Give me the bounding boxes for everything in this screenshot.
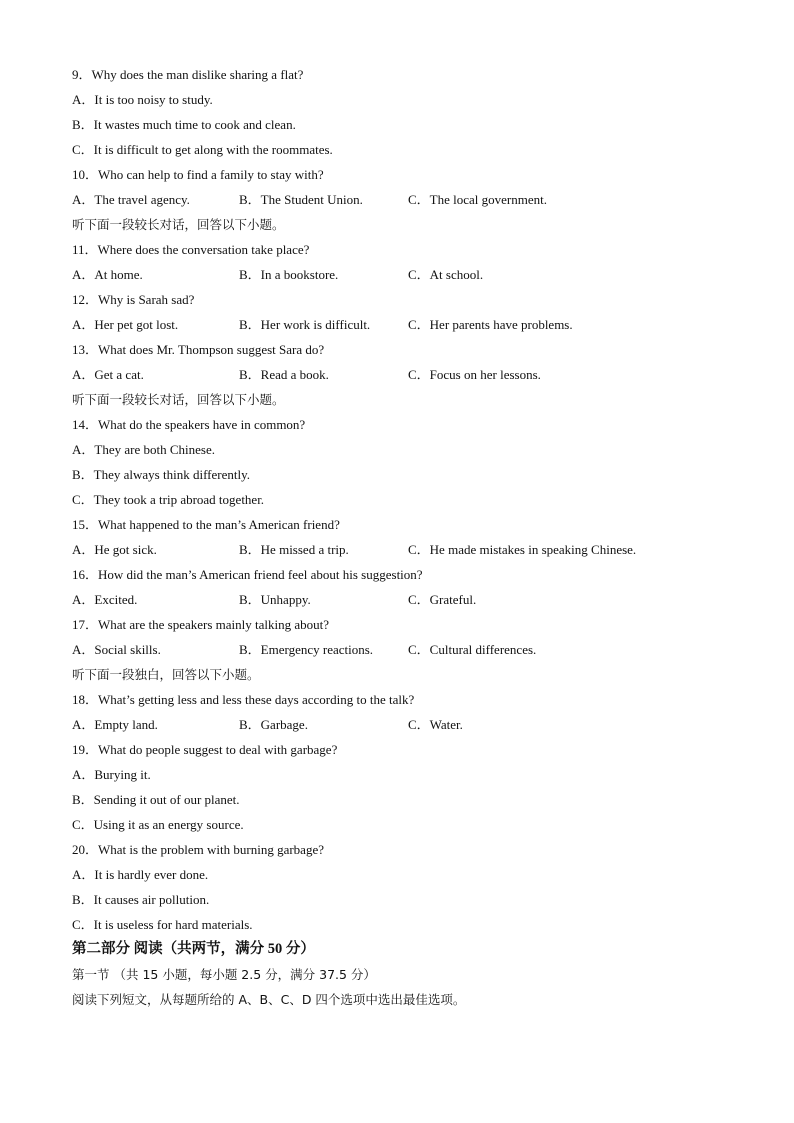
question-stem: 15．What happened to the man’s American friend? [72, 517, 340, 532]
question-list [72, 62, 732, 937]
answer-option-b: B．It causes air pollution. [72, 892, 210, 907]
question-stem: 14．What do the speakers have in common? [72, 417, 306, 432]
question-stem: 11．Where does the conversation take place? [72, 242, 310, 257]
answer-option-b: B．It wastes much time to cook and clean. [72, 117, 296, 132]
answer-option-c: C．Using it as an energy source. [72, 817, 244, 832]
option-row [72, 262, 732, 287]
answer-option-b: B．Her work is difficult. [239, 317, 371, 332]
question-stem: 19．What do people suggest to deal with garbage? [72, 742, 338, 757]
answer-option-c: C．At school. [408, 267, 484, 282]
answer-option-a: A．Social skills. [72, 642, 161, 657]
section-note: 第一节 （共 15 小题，每小题 2.5 分，满分 37.5 分） [72, 967, 376, 982]
answer-option-b: B．The Student Union. [239, 192, 363, 207]
answer-option-c: C．They took a trip abroad together. [72, 492, 265, 507]
answer-option-a: A．Excited. [72, 592, 138, 607]
exam-page [72, 62, 732, 1012]
answer-option-a: A．At home. [72, 267, 143, 282]
part-heading: 第二部分 阅读（共两节，满分 50 分） [72, 941, 315, 957]
answer-option-c: C．Her parents have problems. [408, 317, 573, 332]
answer-option-a: A．They are both Chinese. [72, 442, 215, 457]
listening-instruction: 听下面一段较长对话，回答以下小题。 [72, 392, 285, 407]
answer-option-a: A．Empty land. [72, 717, 158, 732]
option-row [72, 312, 732, 337]
answer-option-a: A．He got sick. [72, 542, 157, 557]
answer-option-a: A．Burying it. [72, 767, 151, 782]
answer-option-c: C．It is useless for hard materials. [72, 917, 253, 932]
answer-option-c: C．Water. [408, 717, 463, 732]
question-stem: 18．What’s getting less and less these days according to the talk? [72, 692, 415, 707]
answer-option-c: C．Focus on her lessons. [408, 367, 541, 382]
answer-option-b: B．Emergency reactions. [239, 642, 374, 657]
option-row [72, 537, 732, 562]
answer-option-b: B．Garbage. [239, 717, 308, 732]
option-row [72, 712, 732, 737]
answer-option-a: A．It is too noisy to study. [72, 92, 213, 107]
answer-option-b: B．In a bookstore. [239, 267, 339, 282]
option-row [72, 187, 732, 212]
option-row [72, 362, 732, 387]
answer-option-c: C．He made mistakes in speaking Chinese. [408, 542, 637, 557]
answer-option-b: B．Sending it out of our planet. [72, 792, 240, 807]
question-stem: 16．How did the man’s American friend feel about his suggestion? [72, 567, 423, 582]
answer-option-a: A．The travel agency. [72, 192, 190, 207]
listening-instruction: 听下面一段独白，回答以下小题。 [72, 667, 260, 682]
question-stem: 10．Who can help to find a family to stay with? [72, 167, 324, 182]
reading-instruction: 阅读下列短文，从每题所给的 A、B、C、D 四个选项中选出最佳选项。 [72, 992, 466, 1007]
listening-instruction: 听下面一段较长对话，回答以下小题。 [72, 217, 285, 232]
option-row [72, 587, 732, 612]
answer-option-b: B．Unhappy. [239, 592, 311, 607]
question-stem: 12．Why is Sarah sad? [72, 292, 195, 307]
question-stem: 9．Why does the man dislike sharing a flat? [72, 67, 304, 82]
answer-option-b: B．He missed a trip. [239, 542, 349, 557]
answer-option-b: B．Read a book. [239, 367, 329, 382]
option-row [72, 637, 732, 662]
answer-option-c: C．Grateful. [408, 592, 477, 607]
answer-option-a: A．Get a cat. [72, 367, 144, 382]
answer-option-b: B．They always think differently. [72, 467, 250, 482]
answer-option-c: C．Cultural differences. [408, 642, 537, 657]
question-stem: 20．What is the problem with burning garbage? [72, 842, 324, 857]
answer-option-a: A．It is hardly ever done. [72, 867, 209, 882]
answer-option-c: C．It is difficult to get along with the roommates. [72, 142, 333, 157]
answer-option-a: A．Her pet got lost. [72, 317, 179, 332]
question-stem: 17．What are the speakers mainly talking about? [72, 617, 330, 632]
question-stem: 13．What does Mr. Thompson suggest Sara do? [72, 342, 325, 357]
answer-option-c: C．The local government. [408, 192, 547, 207]
